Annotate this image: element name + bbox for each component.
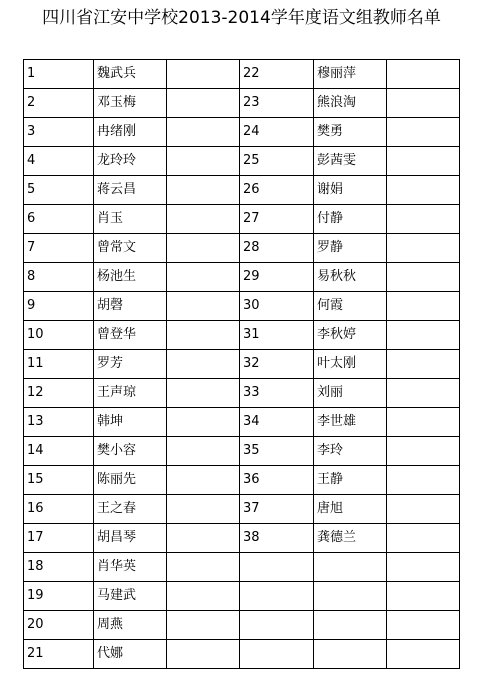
number-cell [240, 611, 314, 640]
number-cell: 22 [240, 60, 314, 89]
number-cell: 20 [24, 611, 94, 640]
table-row [24, 176, 460, 205]
number-cell: 37 [240, 495, 314, 524]
name-cell: 胡昌琴 [94, 524, 167, 553]
number-cell [240, 640, 314, 669]
number-cell: 32 [240, 350, 314, 379]
number-cell: 16 [24, 495, 94, 524]
number-cell: 4 [24, 147, 94, 176]
blank-cell [167, 640, 240, 669]
number-cell: 15 [24, 466, 94, 495]
name-cell [314, 611, 387, 640]
number-cell: 36 [240, 466, 314, 495]
number-cell: 10 [24, 321, 94, 350]
table-row [24, 147, 460, 176]
blank-cell [387, 553, 460, 582]
blank-cell [167, 350, 240, 379]
table-row [24, 60, 460, 89]
blank-cell [167, 60, 240, 89]
table-row [24, 611, 460, 640]
name-cell: 陈丽先 [94, 466, 167, 495]
number-cell: 13 [24, 408, 94, 437]
number-cell [240, 553, 314, 582]
table-row [24, 321, 460, 350]
blank-cell [167, 321, 240, 350]
blank-cell [167, 466, 240, 495]
table-row [24, 582, 460, 611]
name-cell: 肖玉 [94, 205, 167, 234]
number-cell: 34 [240, 408, 314, 437]
number-cell: 7 [24, 234, 94, 263]
blank-cell [167, 408, 240, 437]
table-row [24, 466, 460, 495]
blank-cell [167, 118, 240, 147]
name-cell [314, 553, 387, 582]
number-cell: 14 [24, 437, 94, 466]
name-cell: 李秋婷 [314, 321, 387, 350]
name-cell: 叶太刚 [314, 350, 387, 379]
number-cell: 30 [240, 292, 314, 321]
number-cell: 18 [24, 553, 94, 582]
table-row [24, 495, 460, 524]
number-cell: 6 [24, 205, 94, 234]
name-cell: 谢娟 [314, 176, 387, 205]
blank-cell [167, 379, 240, 408]
blank-cell [167, 611, 240, 640]
blank-cell [167, 582, 240, 611]
name-cell: 王声琼 [94, 379, 167, 408]
number-cell: 23 [240, 89, 314, 118]
number-cell: 29 [240, 263, 314, 292]
name-cell: 胡磬 [94, 292, 167, 321]
number-cell: 35 [240, 437, 314, 466]
name-cell: 彭茜雯 [314, 147, 387, 176]
number-cell: 11 [24, 350, 94, 379]
number-cell: 26 [240, 176, 314, 205]
name-cell: 邓玉梅 [94, 89, 167, 118]
table-row [24, 292, 460, 321]
blank-cell [167, 263, 240, 292]
table-row [24, 553, 460, 582]
blank-cell [167, 553, 240, 582]
number-cell: 38 [240, 524, 314, 553]
blank-cell [167, 437, 240, 466]
table-row [24, 437, 460, 466]
blank-cell [387, 89, 460, 118]
name-cell: 王之春 [94, 495, 167, 524]
blank-cell [387, 379, 460, 408]
name-cell: 唐旭 [314, 495, 387, 524]
name-cell: 曾登华 [94, 321, 167, 350]
number-cell: 27 [240, 205, 314, 234]
blank-cell [387, 350, 460, 379]
name-cell: 周燕 [94, 611, 167, 640]
name-cell: 熊浪淘 [314, 89, 387, 118]
table-row [24, 234, 460, 263]
blank-cell [387, 524, 460, 553]
table-row [24, 89, 460, 118]
blank-cell [387, 582, 460, 611]
blank-cell [387, 611, 460, 640]
number-cell [240, 582, 314, 611]
name-cell: 何霞 [314, 292, 387, 321]
name-cell: 罗芳 [94, 350, 167, 379]
table-row [24, 350, 460, 379]
name-cell: 李玲 [314, 437, 387, 466]
number-cell: 28 [240, 234, 314, 263]
table-row [24, 640, 460, 669]
blank-cell [167, 524, 240, 553]
number-cell: 2 [24, 89, 94, 118]
name-cell: 付静 [314, 205, 387, 234]
blank-cell [387, 234, 460, 263]
blank-cell [387, 640, 460, 669]
blank-cell [387, 205, 460, 234]
teacher-roster-table [23, 59, 460, 669]
table-row [24, 118, 460, 147]
blank-cell [167, 205, 240, 234]
number-cell: 21 [24, 640, 94, 669]
blank-cell [387, 147, 460, 176]
name-cell: 龚德兰 [314, 524, 387, 553]
name-cell: 李世雄 [314, 408, 387, 437]
blank-cell [387, 437, 460, 466]
table-row [24, 379, 460, 408]
blank-cell [387, 292, 460, 321]
number-cell: 25 [240, 147, 314, 176]
name-cell: 韩坤 [94, 408, 167, 437]
name-cell: 代娜 [94, 640, 167, 669]
name-cell: 蒋云昌 [94, 176, 167, 205]
name-cell: 易秋秋 [314, 263, 387, 292]
name-cell: 王静 [314, 466, 387, 495]
blank-cell [387, 118, 460, 147]
blank-cell [167, 495, 240, 524]
number-cell: 3 [24, 118, 94, 147]
blank-cell [167, 292, 240, 321]
blank-cell [387, 321, 460, 350]
document-title: 四川省江安中学校2013-2014学年度语文组教师名单 [42, 8, 441, 28]
name-cell: 樊勇 [314, 118, 387, 147]
number-cell: 1 [24, 60, 94, 89]
name-cell: 罗静 [314, 234, 387, 263]
blank-cell [167, 176, 240, 205]
blank-cell [387, 466, 460, 495]
number-cell: 19 [24, 582, 94, 611]
name-cell [314, 582, 387, 611]
blank-cell [387, 176, 460, 205]
blank-cell [387, 263, 460, 292]
name-cell: 肖华英 [94, 553, 167, 582]
blank-cell [167, 147, 240, 176]
table-row [24, 205, 460, 234]
name-cell: 冉绪刚 [94, 118, 167, 147]
blank-cell [167, 234, 240, 263]
number-cell: 12 [24, 379, 94, 408]
number-cell: 5 [24, 176, 94, 205]
name-cell: 穆丽萍 [314, 60, 387, 89]
number-cell: 9 [24, 292, 94, 321]
blank-cell [167, 89, 240, 118]
number-cell: 31 [240, 321, 314, 350]
number-cell: 33 [240, 379, 314, 408]
number-cell: 17 [24, 524, 94, 553]
name-cell: 刘丽 [314, 379, 387, 408]
name-cell: 杨池生 [94, 263, 167, 292]
table-row [24, 408, 460, 437]
name-cell: 马建武 [94, 582, 167, 611]
name-cell: 樊小容 [94, 437, 167, 466]
blank-cell [387, 495, 460, 524]
blank-cell [387, 60, 460, 89]
name-cell: 龙玲玲 [94, 147, 167, 176]
roster-body [24, 60, 460, 669]
table-row [24, 524, 460, 553]
blank-cell [387, 408, 460, 437]
number-cell: 8 [24, 263, 94, 292]
number-cell: 24 [240, 118, 314, 147]
table-row [24, 263, 460, 292]
name-cell [314, 640, 387, 669]
name-cell: 魏武兵 [94, 60, 167, 89]
name-cell: 曾常文 [94, 234, 167, 263]
